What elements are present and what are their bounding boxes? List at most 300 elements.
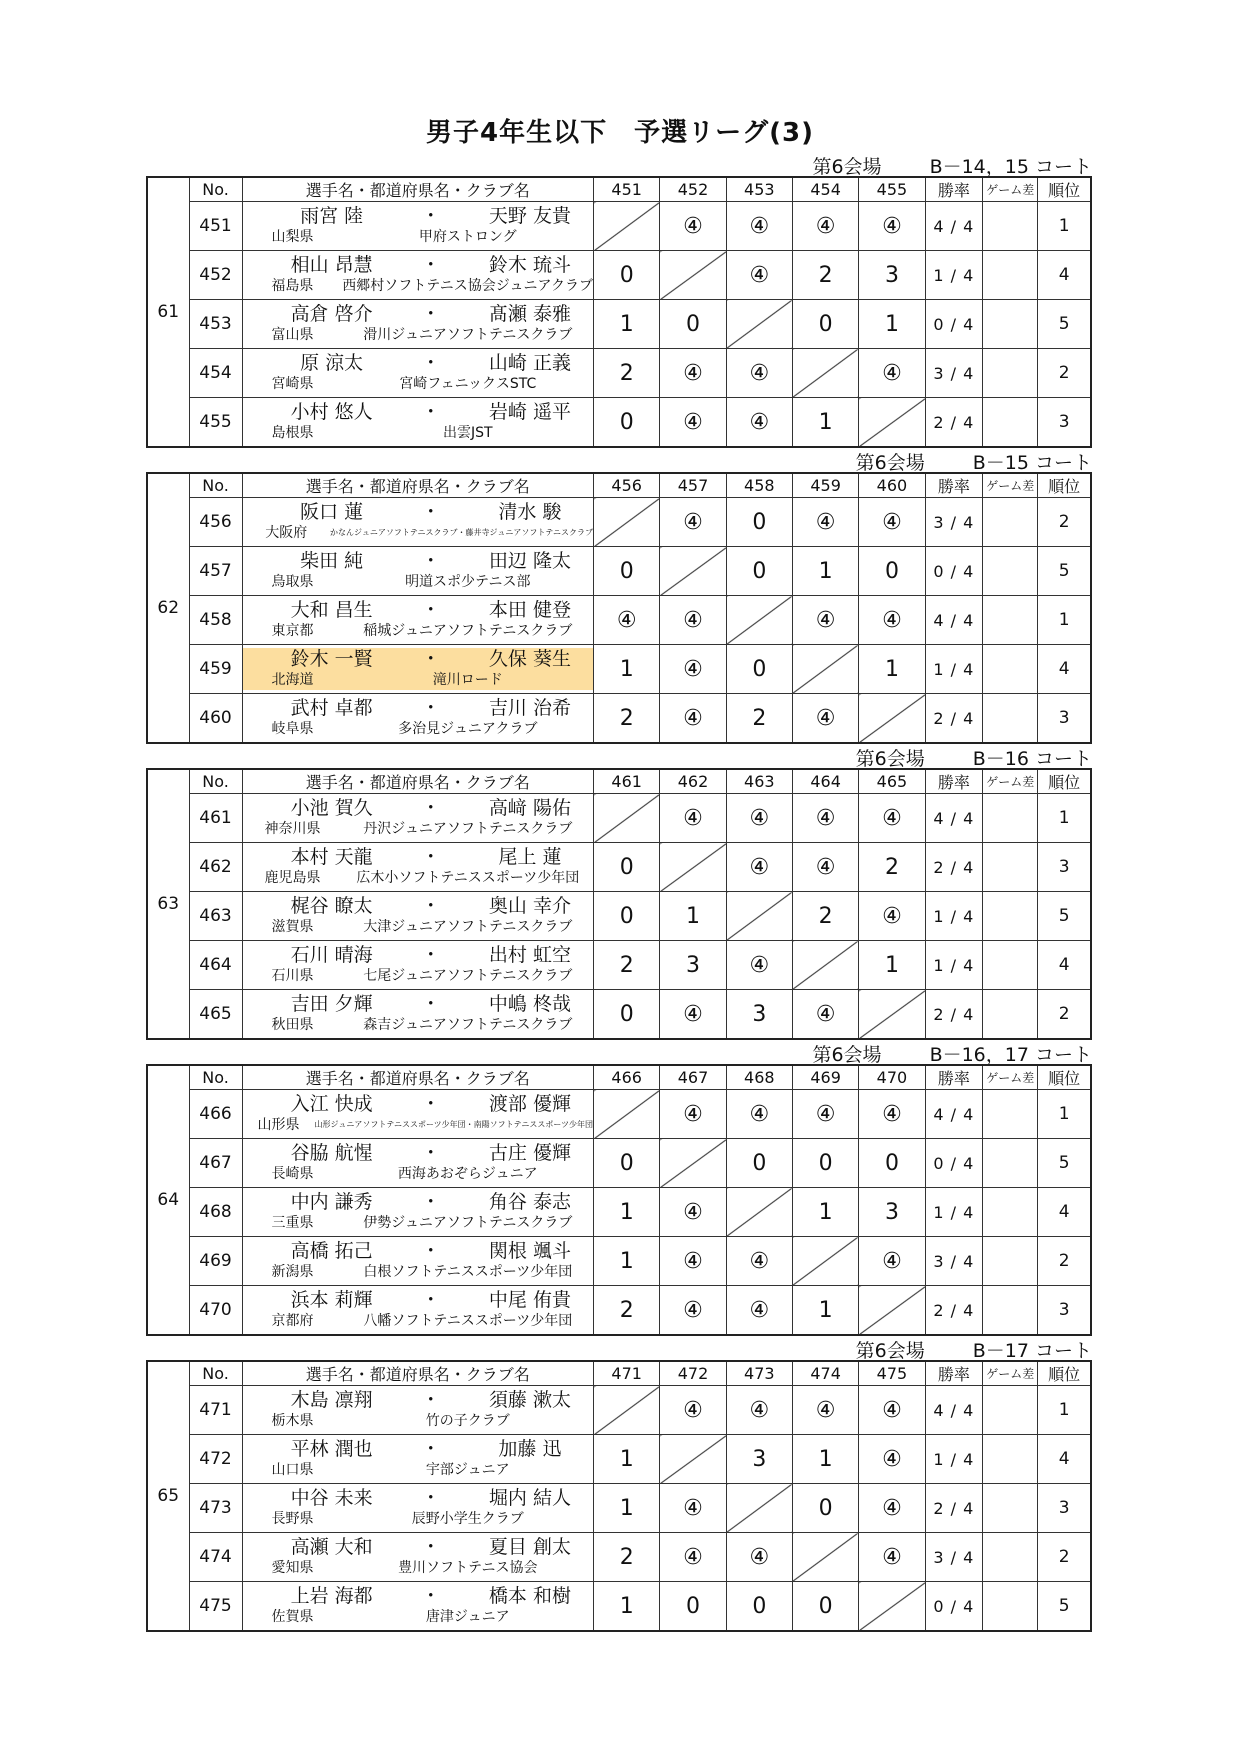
team-number: 452 xyxy=(189,251,242,300)
rank: 1 xyxy=(1038,596,1091,645)
club-name: 甲府ストロング xyxy=(418,229,517,245)
player-2-name: 須藤 漱太 xyxy=(488,1389,571,1411)
diagonal-cell xyxy=(594,1386,660,1435)
venue-court-label xyxy=(812,1040,1092,1064)
player-1-name: 柴田 純 xyxy=(300,550,364,572)
game-diff xyxy=(983,251,1038,300)
diagonal-cell xyxy=(792,1237,858,1286)
venue-name: 第6会場 xyxy=(812,156,882,178)
player-separator: ・ xyxy=(421,895,441,917)
match-score: ④ xyxy=(660,694,726,744)
diagonal-cell xyxy=(792,645,858,694)
game-diff xyxy=(983,596,1038,645)
header-opponent: 454 xyxy=(792,177,858,202)
team-number: 470 xyxy=(189,1286,242,1336)
player-2-name: 山崎 正義 xyxy=(488,352,571,374)
game-diff xyxy=(983,843,1038,892)
team-info xyxy=(242,794,594,843)
game-diff xyxy=(983,941,1038,990)
win-rate: 3 / 4 xyxy=(925,349,982,398)
header-opponent: 459 xyxy=(792,473,858,498)
team-row xyxy=(147,1237,1091,1286)
match-score: 3 xyxy=(859,1188,925,1237)
header-no: No. xyxy=(189,1065,242,1090)
win-rate: 2 / 4 xyxy=(925,1484,982,1533)
court-name: B－17 コート xyxy=(972,1340,1092,1362)
match-score: ④ xyxy=(859,1533,925,1582)
club-name: 滝川ロード xyxy=(432,672,503,688)
match-score: 2 xyxy=(859,843,925,892)
header-opponent: 456 xyxy=(594,473,660,498)
match-score: 1 xyxy=(792,1188,858,1237)
prefecture: 山形県 xyxy=(257,1117,300,1133)
game-diff xyxy=(983,892,1038,941)
team-number: 469 xyxy=(189,1237,242,1286)
team-info xyxy=(242,1237,594,1286)
prefecture: 三重県 xyxy=(271,1215,314,1231)
diagonal-cell xyxy=(594,794,660,843)
prefecture: 新潟県 xyxy=(271,1264,314,1280)
club-name: 出雲JST xyxy=(443,425,493,441)
game-diff xyxy=(983,694,1038,744)
court-name: B－16，17 コート xyxy=(929,1044,1092,1066)
match-score: ④ xyxy=(660,596,726,645)
prefecture-club-line xyxy=(243,423,594,443)
match-score: 1 xyxy=(594,300,660,349)
header-opponent: 470 xyxy=(859,1065,925,1090)
match-score: 3 xyxy=(660,941,726,990)
header-opponent: 461 xyxy=(594,769,660,794)
rank: 5 xyxy=(1038,892,1091,941)
prefecture-club-line xyxy=(243,1411,594,1431)
header-names: 選手名・都道府県名・クラブ名 xyxy=(242,473,594,498)
venue-name: 第6会場 xyxy=(855,748,925,770)
diagonal-cell xyxy=(859,398,925,448)
player-1-name: 本村 天龍 xyxy=(290,846,373,868)
player-1-name: 相山 昂慧 xyxy=(290,254,373,276)
diagonal-cell xyxy=(660,547,726,596)
match-score: ④ xyxy=(726,1237,792,1286)
match-score: 1 xyxy=(792,1286,858,1336)
match-score: ④ xyxy=(792,990,858,1040)
header-opponent: 466 xyxy=(594,1065,660,1090)
team-row xyxy=(147,498,1091,547)
header-opponent: 452 xyxy=(660,177,726,202)
header-game-diff: ゲーム差 xyxy=(983,769,1038,794)
diagonal-cell xyxy=(859,1582,925,1632)
prefecture-club-line xyxy=(243,1213,594,1233)
player-2-name: 橋本 和樹 xyxy=(488,1585,571,1607)
player-separator: ・ xyxy=(421,797,441,819)
players-line xyxy=(243,205,594,227)
team-info xyxy=(242,941,594,990)
header-rate: 勝率 xyxy=(925,177,982,202)
club-name: 豊川ソフトテニス協会 xyxy=(398,1560,538,1576)
match-score: 2 xyxy=(594,1533,660,1582)
rank: 4 xyxy=(1038,941,1091,990)
team-info xyxy=(242,1435,594,1484)
player-2-name: 久保 葵生 xyxy=(488,648,571,670)
match-score: 1 xyxy=(594,1582,660,1632)
header-no: No. xyxy=(189,769,242,794)
group-number: 61 xyxy=(147,177,189,447)
club-name: 滑川ジュニアソフトテニスクラブ xyxy=(363,327,573,343)
match-score: ④ xyxy=(792,843,858,892)
rank: 5 xyxy=(1038,1139,1091,1188)
match-score: 1 xyxy=(792,547,858,596)
rank: 4 xyxy=(1038,251,1091,300)
team-info xyxy=(242,349,594,398)
team-info xyxy=(242,1386,594,1435)
match-score: 1 xyxy=(594,1484,660,1533)
match-score: ④ xyxy=(660,794,726,843)
match-score: ④ xyxy=(726,794,792,843)
player-1-name: 雨宮 陸 xyxy=(300,205,364,227)
club-name: 白根ソフトテニススポーツ少年団 xyxy=(363,1264,573,1280)
team-row xyxy=(147,941,1091,990)
match-score: ④ xyxy=(792,596,858,645)
rank: 2 xyxy=(1038,990,1091,1040)
club-name: 丹沢ジュニアソフトテニスクラブ xyxy=(363,821,573,837)
game-diff xyxy=(983,1237,1038,1286)
match-score: ④ xyxy=(660,349,726,398)
header-opponent: 469 xyxy=(792,1065,858,1090)
league-table xyxy=(146,176,1092,448)
match-score: ④ xyxy=(859,498,925,547)
players-line xyxy=(243,1240,594,1262)
match-score: ④ xyxy=(660,202,726,251)
players-line xyxy=(243,1093,594,1115)
win-rate: 1 / 4 xyxy=(925,1188,982,1237)
game-diff xyxy=(983,349,1038,398)
team-row xyxy=(147,349,1091,398)
header-names: 選手名・都道府県名・クラブ名 xyxy=(242,177,594,202)
team-info xyxy=(242,1484,594,1533)
match-score: ④ xyxy=(726,1286,792,1336)
header-opponent: 451 xyxy=(594,177,660,202)
rank: 2 xyxy=(1038,1237,1091,1286)
game-diff xyxy=(983,1090,1038,1139)
team-number: 465 xyxy=(189,990,242,1040)
player-1-name: 吉田 夕輝 xyxy=(290,993,373,1015)
match-score: 0 xyxy=(594,892,660,941)
prefecture-club-line xyxy=(243,1115,594,1135)
players-line xyxy=(243,599,594,621)
club-name: 大津ジュニアソフトテニスクラブ xyxy=(363,919,573,935)
header-names: 選手名・都道府県名・クラブ名 xyxy=(242,1065,594,1090)
players-line xyxy=(243,1142,594,1164)
prefecture-club-line xyxy=(243,1311,594,1331)
players-line xyxy=(243,993,594,1015)
team-info xyxy=(242,398,594,448)
team-number: 466 xyxy=(189,1090,242,1139)
players-line xyxy=(243,303,594,325)
diagonal-cell xyxy=(726,1188,792,1237)
prefecture: 北海道 xyxy=(271,672,314,688)
team-number: 459 xyxy=(189,645,242,694)
prefecture-club-line xyxy=(243,1607,594,1627)
match-score: ④ xyxy=(859,892,925,941)
match-score: ④ xyxy=(726,1533,792,1582)
player-separator: ・ xyxy=(421,205,441,227)
match-score: 0 xyxy=(792,1139,858,1188)
win-rate: 1 / 4 xyxy=(925,1435,982,1484)
win-rate: 4 / 4 xyxy=(925,596,982,645)
player-separator: ・ xyxy=(421,599,441,621)
team-info xyxy=(242,300,594,349)
match-score: ④ xyxy=(726,202,792,251)
team-number: 461 xyxy=(189,794,242,843)
player-2-name: 夏目 創太 xyxy=(488,1536,571,1558)
club-name: 明道スポ少テニス部 xyxy=(405,574,531,590)
game-diff xyxy=(983,1188,1038,1237)
prefecture-club-line xyxy=(243,917,594,937)
match-score: 1 xyxy=(792,1435,858,1484)
rank: 1 xyxy=(1038,794,1091,843)
players-line xyxy=(243,797,594,819)
club-name: 森吉ジュニアソフトテニスクラブ xyxy=(363,1017,573,1033)
prefecture: 京都府 xyxy=(271,1313,314,1329)
venue-name: 第6会場 xyxy=(855,1340,925,1362)
player-separator: ・ xyxy=(421,352,441,374)
match-score: 0 xyxy=(859,1139,925,1188)
diagonal-cell xyxy=(726,892,792,941)
player-2-name: 鈴木 琉斗 xyxy=(488,254,571,276)
player-2-name: 堀内 結人 xyxy=(488,1487,571,1509)
prefecture-club-line xyxy=(243,523,594,543)
match-score: 0 xyxy=(726,1582,792,1632)
prefecture-club-line xyxy=(243,1015,594,1035)
team-info xyxy=(242,645,594,694)
players-line xyxy=(243,254,594,276)
rank: 3 xyxy=(1038,1484,1091,1533)
header-opponent: 471 xyxy=(594,1361,660,1386)
rank: 3 xyxy=(1038,1286,1091,1336)
league-table xyxy=(146,1360,1092,1632)
prefecture-club-line xyxy=(243,1558,594,1578)
player-separator: ・ xyxy=(421,648,441,670)
game-diff xyxy=(983,1386,1038,1435)
team-info xyxy=(242,1286,594,1336)
header-no: No. xyxy=(189,473,242,498)
team-row xyxy=(147,398,1091,448)
diagonal-cell xyxy=(660,1435,726,1484)
player-1-name: 高橋 拓己 xyxy=(290,1240,373,1262)
match-score: ④ xyxy=(859,1435,925,1484)
team-info xyxy=(242,251,594,300)
prefecture: 秋田県 xyxy=(271,1017,314,1033)
prefecture-club-line xyxy=(243,325,594,345)
players-line xyxy=(243,1289,594,1311)
player-separator: ・ xyxy=(421,303,441,325)
player-separator: ・ xyxy=(421,1142,441,1164)
header-opponent: 453 xyxy=(726,177,792,202)
player-separator: ・ xyxy=(421,401,441,423)
match-score: 2 xyxy=(594,941,660,990)
team-row xyxy=(147,990,1091,1040)
prefecture: 山口県 xyxy=(271,1462,314,1478)
match-score: 0 xyxy=(594,398,660,448)
match-score: ④ xyxy=(660,1090,726,1139)
prefecture-club-line xyxy=(243,719,594,739)
club-name: 西郷村ソフトテニス協会ジュニアクラブ xyxy=(342,278,594,294)
rank: 5 xyxy=(1038,1582,1091,1632)
club-name: 伊勢ジュニアソフトテニスクラブ xyxy=(363,1215,573,1231)
player-separator: ・ xyxy=(421,550,441,572)
diagonal-cell xyxy=(726,1484,792,1533)
rank: 2 xyxy=(1038,349,1091,398)
game-diff xyxy=(983,1139,1038,1188)
win-rate: 4 / 4 xyxy=(925,1386,982,1435)
club-name: 唐津ジュニア xyxy=(425,1609,510,1625)
win-rate: 1 / 4 xyxy=(925,941,982,990)
prefecture: 愛知県 xyxy=(271,1560,314,1576)
header-rate: 勝率 xyxy=(925,1361,982,1386)
match-score: ④ xyxy=(660,1386,726,1435)
team-row xyxy=(147,843,1091,892)
player-1-name: 梶谷 瞭太 xyxy=(290,895,373,917)
player-2-name: 田辺 隆太 xyxy=(488,550,571,572)
players-line xyxy=(243,1487,594,1509)
match-score: 1 xyxy=(594,645,660,694)
team-number: 464 xyxy=(189,941,242,990)
player-1-name: 高瀬 大和 xyxy=(290,1536,373,1558)
prefecture-club-line xyxy=(243,276,594,296)
header-opponent: 455 xyxy=(859,177,925,202)
header-game-diff: ゲーム差 xyxy=(983,1361,1038,1386)
header-opponent: 475 xyxy=(859,1361,925,1386)
header-game-diff: ゲーム差 xyxy=(983,1065,1038,1090)
match-score: ④ xyxy=(660,645,726,694)
header-opponent: 463 xyxy=(726,769,792,794)
match-score: 1 xyxy=(594,1188,660,1237)
match-score: 3 xyxy=(726,1435,792,1484)
match-score: ④ xyxy=(660,498,726,547)
players-line xyxy=(243,895,594,917)
header-opponent: 467 xyxy=(660,1065,726,1090)
club-name: 広木小ソフトテニススポーツ少年団 xyxy=(356,870,580,886)
team-row xyxy=(147,1286,1091,1336)
match-score: ④ xyxy=(726,1386,792,1435)
venue-name: 第6会場 xyxy=(812,1044,882,1066)
header-no: No. xyxy=(189,177,242,202)
rank: 5 xyxy=(1038,300,1091,349)
team-row xyxy=(147,300,1091,349)
diagonal-cell xyxy=(594,202,660,251)
player-2-name: 中嶋 柊哉 xyxy=(488,993,571,1015)
match-score: ④ xyxy=(792,694,858,744)
player-separator: ・ xyxy=(421,1438,441,1460)
team-row xyxy=(147,1484,1091,1533)
match-score: 0 xyxy=(660,300,726,349)
players-line xyxy=(243,1438,594,1460)
win-rate: 2 / 4 xyxy=(925,843,982,892)
player-separator: ・ xyxy=(421,1536,441,1558)
win-rate: 1 / 4 xyxy=(925,892,982,941)
prefecture: 東京都 xyxy=(271,623,314,639)
league-table xyxy=(146,1064,1092,1336)
game-diff xyxy=(983,1435,1038,1484)
match-score: 0 xyxy=(726,1139,792,1188)
court-name: B－14，15 コート xyxy=(929,156,1092,178)
diagonal-cell xyxy=(660,251,726,300)
match-score: ④ xyxy=(660,1188,726,1237)
match-score: 0 xyxy=(594,843,660,892)
prefecture-club-line xyxy=(243,572,594,592)
players-line xyxy=(243,648,594,670)
prefecture-club-line xyxy=(243,374,594,394)
prefecture-club-line xyxy=(243,1262,594,1282)
match-score: ④ xyxy=(859,349,925,398)
prefecture: 福島県 xyxy=(271,278,314,294)
match-score: ④ xyxy=(859,1237,925,1286)
player-separator: ・ xyxy=(421,1487,441,1509)
match-score: 0 xyxy=(594,251,660,300)
match-score: 0 xyxy=(726,498,792,547)
header-rate: 勝率 xyxy=(925,1065,982,1090)
prefecture: 山梨県 xyxy=(271,229,314,245)
team-row xyxy=(147,1090,1091,1139)
team-info xyxy=(242,1582,594,1632)
prefecture-club-line xyxy=(243,1164,594,1184)
player-2-name: 渡部 優輝 xyxy=(488,1093,571,1115)
player-1-name: 鈴木 一賢 xyxy=(290,648,373,670)
header-no: No. xyxy=(189,1361,242,1386)
group-number: 62 xyxy=(147,473,189,743)
player-1-name: 小村 悠人 xyxy=(290,401,373,423)
player-2-name: 岩崎 遥平 xyxy=(488,401,571,423)
game-diff xyxy=(983,1533,1038,1582)
header-rate: 勝率 xyxy=(925,769,982,794)
club-name: かなんジュニアソフトテニスクラブ・藤井寺ジュニアソフトテニスクラブ xyxy=(330,528,594,537)
club-name: 山形ジュニアソフトテニススポーツ少年団・南陽ソフトテニススポーツ少年団 xyxy=(314,1120,594,1129)
team-number: 468 xyxy=(189,1188,242,1237)
header-opponent: 472 xyxy=(660,1361,726,1386)
header-opponent: 458 xyxy=(726,473,792,498)
match-score: ④ xyxy=(792,794,858,843)
match-score: ④ xyxy=(792,1090,858,1139)
match-score: ④ xyxy=(726,843,792,892)
match-score: ④ xyxy=(792,1386,858,1435)
player-2-name: 清水 駿 xyxy=(498,501,562,523)
player-1-name: 阪口 蓮 xyxy=(300,501,364,523)
match-score: ④ xyxy=(660,1286,726,1336)
players-line xyxy=(243,1585,594,1607)
match-score: 2 xyxy=(594,694,660,744)
group-number: 65 xyxy=(147,1361,189,1631)
prefecture: 長野県 xyxy=(271,1511,314,1527)
team-info xyxy=(242,892,594,941)
match-score: 0 xyxy=(594,547,660,596)
player-1-name: 入江 快成 xyxy=(290,1093,373,1115)
page-title: 男子4年生以下 予選リーグ(3) xyxy=(426,118,814,148)
match-score: ④ xyxy=(726,251,792,300)
team-row xyxy=(147,892,1091,941)
venue-name: 第6会場 xyxy=(855,452,925,474)
diagonal-cell xyxy=(660,1139,726,1188)
rank: 3 xyxy=(1038,398,1091,448)
club-name: 辰野小学生クラブ xyxy=(411,1511,524,1527)
team-number: 454 xyxy=(189,349,242,398)
player-2-name: 吉川 治希 xyxy=(488,697,571,719)
group-number: 64 xyxy=(147,1065,189,1335)
header-rank: 順位 xyxy=(1038,1065,1091,1090)
win-rate: 2 / 4 xyxy=(925,990,982,1040)
game-diff xyxy=(983,645,1038,694)
team-info xyxy=(242,843,594,892)
rank: 4 xyxy=(1038,1435,1091,1484)
team-number: 455 xyxy=(189,398,242,448)
